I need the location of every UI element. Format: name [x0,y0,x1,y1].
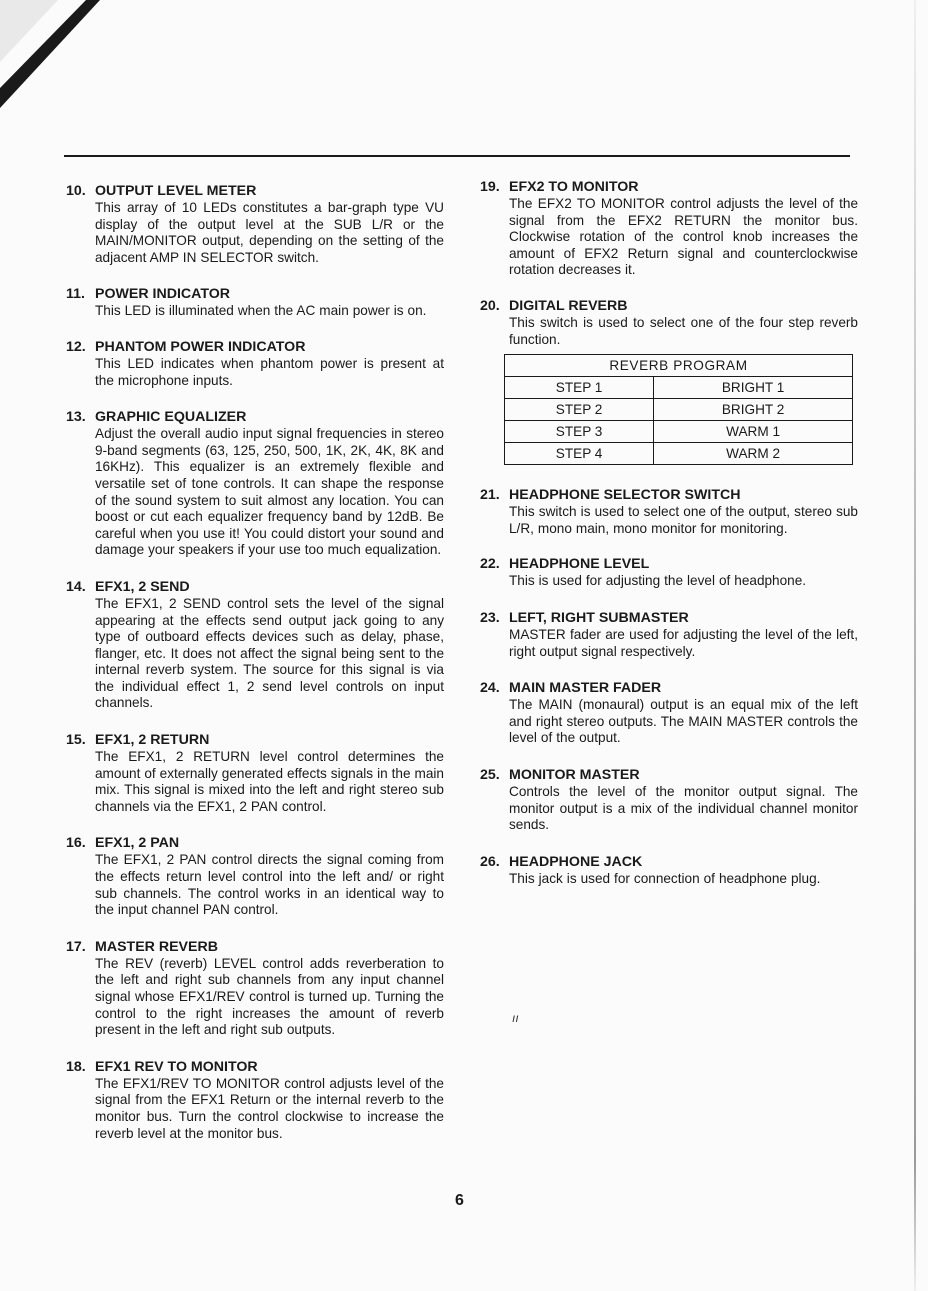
item-body: Controls the level of the monitor output signal. The monitor output is a mix of the individual channel monitor sends. [509,783,858,833]
item-number: 16. [66,835,86,852]
table-cell-program: WARM 2 [654,443,853,465]
left-column [66,183,444,1142]
page-number: 6 [455,1192,464,1209]
table-row [505,421,853,443]
item-title: MAIN MASTER FADER [509,680,662,697]
item-number: 12. [66,338,86,355]
table-cell-step: STEP 2 [505,399,654,421]
item-body: This jack is used for connection of headphone plug. [509,870,821,886]
item-body: This is used for adjusting the level of headphone. [509,573,807,589]
item-title: EFX2 TO MONITOR [509,179,639,195]
item-title: HEADPHONE JACK [509,853,643,870]
item-number: 25. [480,766,500,783]
table-header: REVERB PROGRAM [505,355,853,377]
item-headphone-selector-switch [480,487,858,537]
page-edge-shadow [914,0,916,1291]
item-number: 17. [66,938,86,955]
item-title: HEADPHONE SELECTOR SWITCH [509,487,741,504]
item-number: 10. [66,183,86,199]
item-body: MASTER fader are used for adjusting the level of the left, right output signal respectively. [509,626,858,659]
item-number: 11. [66,286,85,303]
item-body: The EFX1, 2 PAN control directs the signal coming from the effects return level control into the left and/ or right sub channels. The control works in an identical way to the input channel PAN control. [95,852,444,918]
item-phantom-power-indicator [66,339,444,389]
table-cell-program: BRIGHT 2 [654,399,853,421]
item-number: 13. [66,409,86,426]
item-efx2-to-monitor [480,179,858,279]
item-body: This LED indicates when phantom power is present at the microphone inputs. [95,355,444,388]
table-cell-program: WARM 1 [654,421,853,443]
item-title: PHANTOM POWER INDICATOR [95,338,306,355]
item-number: 19. [480,179,500,195]
item-body: The EFX2 TO MONITOR control adjusts the level of the signal from the EFX2 RETURN the monitor bus. Clockwise rotation of the control knob increases the amount of EFX2 Return signal and counterclockwise rotation decreases it. [509,196,858,278]
item-left-right-submaster [480,610,858,660]
item-body: This switch is used to select one of the four step reverb function. [509,314,858,347]
item-title: DIGITAL REVERB [509,297,628,314]
item-efx-pan [66,835,444,918]
item-title: EFX1, 2 PAN [95,835,180,852]
top-rule [64,155,850,157]
item-body: The MAIN (monaural) output is an equal mix of the left and right stereo outputs. The MAIN MASTER controls the level of the output. [509,697,858,746]
item-number: 26. [480,853,500,870]
table-row [505,399,853,421]
item-body: This switch is used to select one of the output, stereo sub L/R, mono main, mono monitor for monitoring. [509,504,858,536]
table-cell-program: BRIGHT 1 [654,377,853,399]
item-output-level-meter [66,183,444,266]
table-cell-step: STEP 3 [505,421,654,443]
item-efx1-rev-to-monitor [66,1059,444,1142]
item-master-reverb [66,939,444,1039]
item-title: POWER INDICATOR [95,286,231,303]
item-body: This array of 10 LEDs constitutes a bar-graph type VU display of the output level at the SUB L/R or the MAIN/MONITOR output, depending on the setting of the adjacent AMP IN SELECTOR switch. [95,200,444,265]
item-title: GRAPHIC EQUALIZER [95,409,247,426]
table-cell-step: STEP 1 [505,377,654,399]
item-power-indicator [66,286,444,320]
item-number: 15. [66,732,86,749]
stray-mark: ıı [512,1011,519,1025]
item-headphone-jack [480,854,858,888]
item-number: 21. [480,487,500,504]
item-headphone-level [480,556,858,590]
item-title: LEFT, RIGHT SUBMASTER [509,609,689,626]
item-body: The EFX1, 2 SEND control sets the level of the signal appearing at the effects send output jack going to any type of outboard effects devices such as delay, phase, flanger, etc. It does not affect the signal being sent to the internal reverb system. The source for this signal is via the individual effect 1, 2 send level controls on input channels. [95,595,444,711]
item-number: 14. [66,578,86,595]
item-body: Adjust the overall audio input signal frequencies in stereo 9-band segments (63, 125, 250, 500, 1K, 2K, 4K, 8K and 16KHz). This equalizer is an extremely flexible and versatile set of tone controls. It can shape the response of the sound system to suit almost any location. You can boost or cut each equalizer frequency band by 12dB. Be careful when you use it! You could distort your sound and damage your speakers if your use too much equalization. [95,426,444,558]
item-efx-send [66,579,444,712]
item-body: The REV (reverb) LEVEL control adds reverberation to the left and right sub channels from any input channel signal whose EFX1/REV control is turned up. Turning the control to the right increases the amount of reverb present in the left and right sub outputs. [95,955,444,1038]
item-title: HEADPHONE LEVEL [509,556,650,573]
item-body: The EFX1, 2 RETURN level control determines the amount of externally generated effects signals in the main mix. This signal is mixed into the left and right stereo sub channels via the EFX1, 2 PAN control. [95,749,444,814]
item-main-master-fader [480,680,858,747]
table-row [505,377,853,399]
item-title: OUTPUT LEVEL METER [95,183,257,199]
table-cell-step: STEP 4 [505,443,654,465]
item-body: The EFX1/REV TO MONITOR control adjusts level of the signal from the EFX1 Return or the internal reverb to the monitor bus. Turn the control clockwise to increase the reverb level at the monitor bus. [95,1075,444,1141]
reverb-program-table [504,354,853,465]
table-row [505,443,853,465]
page-corner-fold [0,0,120,120]
item-title: MASTER REVERB [95,938,218,955]
item-body: This LED is illuminated when the AC main power is on. [95,303,427,319]
item-title: MONITOR MASTER [509,766,640,783]
item-number: 20. [480,297,500,314]
item-title: EFX1, 2 SEND [95,578,190,595]
item-digital-reverb [480,298,858,465]
item-efx-return [66,732,444,815]
item-number: 18. [66,1058,86,1075]
item-title: EFX1, 2 RETURN [95,732,210,749]
item-graphic-equalizer [66,409,444,559]
right-column [480,179,858,887]
item-title: EFX1 REV TO MONITOR [95,1058,258,1075]
item-number: 23. [480,609,500,626]
item-monitor-master [480,767,858,834]
item-number: 22. [480,556,500,573]
item-number: 24. [480,680,500,697]
